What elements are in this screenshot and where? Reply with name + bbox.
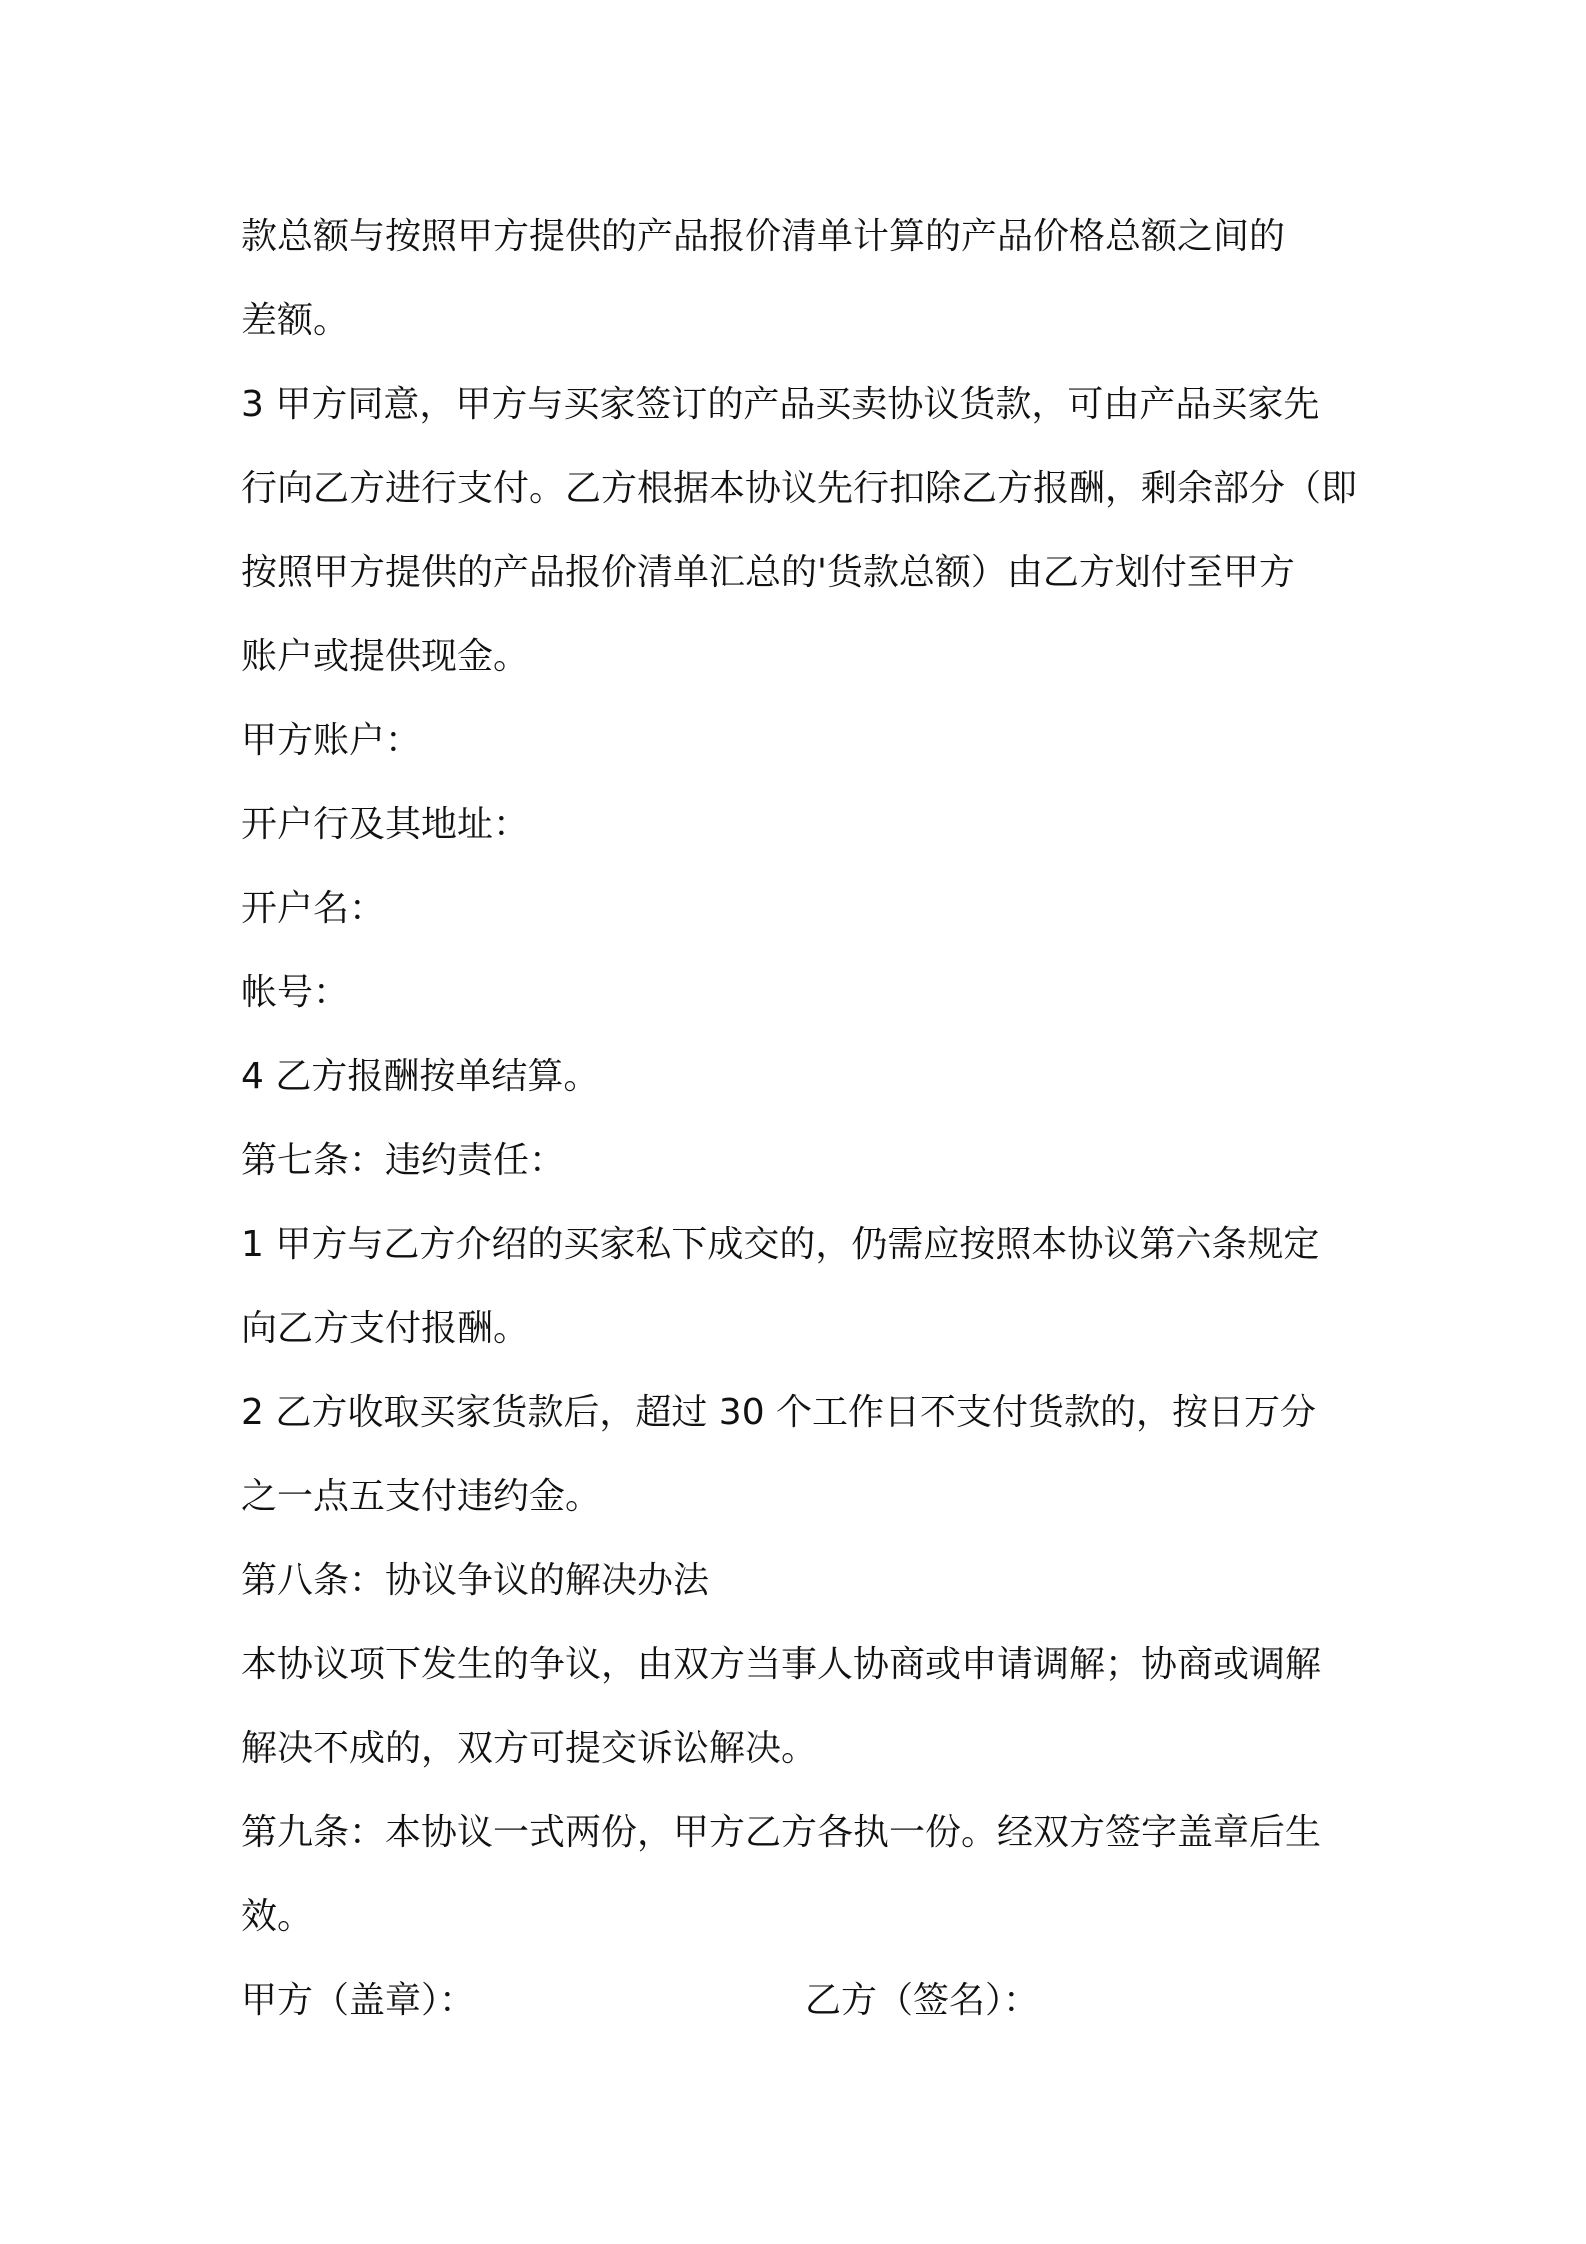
party-a-seal-label: 甲方（盖章）： <box>241 1980 476 2021</box>
text-line: 账户或提供现金。 <box>241 636 530 677</box>
text-line: 解决不成的，双方可提交诉讼解决。 <box>241 1728 818 1769</box>
document-body <box>241 195 1381 2043</box>
signature-row <box>241 1959 1381 2043</box>
article-7-heading: 第七条：违约责任： <box>241 1140 566 1181</box>
text-line: 行向乙方进行支付。乙方根据本协议先行扣除乙方报酬，剩余部分（即 <box>241 468 1358 509</box>
article-8-text: 本协议项下发生的争议，由双方当事人协商或申请调解；协商或调解 <box>241 1644 1322 1685</box>
party-a-account-label: 甲方账户： <box>241 720 422 761</box>
account-number-label: 帐号： <box>241 972 350 1013</box>
article-9-text: 第九条：本协议一式两份，甲方乙方各执一份。经双方签字盖章后生 <box>241 1812 1322 1853</box>
text-line: 效。 <box>241 1896 314 1937</box>
clause-6-item-3: 3 甲方同意，甲方与买家签订的产品买卖协议货款，可由产品买家先 <box>241 384 1320 425</box>
text-line: 之一点五支付违约金。 <box>241 1476 602 1517</box>
clause-6-item-4: 4 乙方报酬按单结算。 <box>241 1056 600 1097</box>
text-line: 差额。 <box>241 300 350 341</box>
text-line: 向乙方支付报酬。 <box>241 1308 530 1349</box>
clause-7-item-2: 2 乙方收取买家货款后，超过 30 个工作日不支付货款的，按日万分 <box>241 1392 1317 1433</box>
article-8-heading: 第八条：协议争议的解决办法 <box>241 1560 710 1601</box>
party-b-signature-label: 乙方（签名）： <box>805 1980 1040 2021</box>
bank-address-label: 开户行及其地址： <box>241 804 530 845</box>
clause-7-item-1: 1 甲方与乙方介绍的买家私下成交的，仍需应按照本协议第六条规定 <box>241 1224 1320 1265</box>
text-line: 按照甲方提供的产品报价清单汇总的'货款总额）由乙方划付至甲方 <box>241 552 1295 593</box>
account-name-label: 开户名： <box>241 888 386 929</box>
text-line: 款总额与按照甲方提供的产品报价清单计算的产品价格总额之间的 <box>241 216 1286 257</box>
